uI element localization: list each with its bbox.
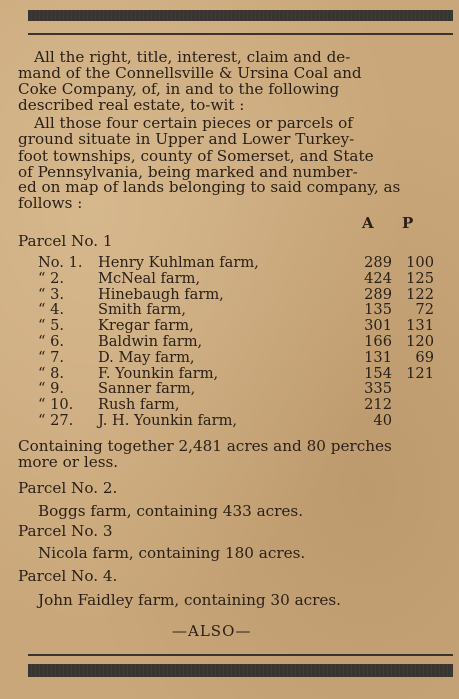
parcel-4-heading: Parcel No. 4. <box>18 567 118 585</box>
table-row <box>38 286 438 301</box>
acres-value: 335 <box>364 380 392 398</box>
intro-line-4: described real estate, to-wit : <box>18 96 245 114</box>
parcel-2-heading: Parcel No. 2. <box>18 479 118 497</box>
acres-value: 289 <box>364 254 392 271</box>
farm-name: Hinebaugh farm, <box>98 285 224 303</box>
parcel-4-text: John Faidley farm, containing 30 acres. <box>38 591 342 609</box>
parcel-3-heading: Parcel No. 3 <box>18 522 113 540</box>
table-row <box>38 317 438 335</box>
perches-value: 72 <box>415 301 434 319</box>
top-rule-thin <box>28 33 453 35</box>
parcel-number: “ 4. <box>38 301 65 319</box>
acres-value: 301 <box>364 317 392 335</box>
parcel-3-text: Nicola farm, containing 180 acres. <box>38 544 306 562</box>
bottom-rule <box>28 664 453 677</box>
table-row <box>38 380 438 398</box>
bottom-rule-thin <box>28 654 453 656</box>
description-line-3: foot townships, county of Somerset, and State <box>18 147 374 165</box>
acres-value: 135 <box>364 301 392 319</box>
perches-value: 120 <box>406 333 434 350</box>
farm-name: J. H. Younkin farm, <box>98 412 238 429</box>
perches-value: 125 <box>406 269 434 287</box>
parcel-number: “ 27. <box>38 412 74 429</box>
farm-name: F. Younkin farm, <box>98 364 219 382</box>
parcel-number: “ 6. <box>38 333 65 350</box>
description-line-2: ground situate in Upper and Lower Turkey- <box>18 130 355 148</box>
also-footer: —ALSO— <box>172 622 252 640</box>
farm-name: Kregar farm, <box>98 317 194 335</box>
intro-line-2: mand of the Connellsville & Ursina Coal and <box>18 64 362 82</box>
table-row <box>38 301 438 319</box>
farm-name: Smith farm, <box>98 301 186 319</box>
description-line-5: ed on map of lands belonging to said company, as follows : <box>18 178 401 212</box>
acres-value: 40 <box>373 412 392 429</box>
farm-name: Sanner farm, <box>98 380 196 398</box>
farm-name: D. May farm, <box>98 348 195 366</box>
column-header-acres: A <box>362 214 374 232</box>
farm-name: McNeal farm, <box>98 269 201 287</box>
farm-name: Henry Kuhlman farm, <box>98 254 259 271</box>
acres-value: 166 <box>364 333 392 350</box>
description-line-1: All those four certain pieces or parcels of <box>34 114 353 132</box>
parcel-1-total-cont: more or less. <box>18 453 119 471</box>
intro-line-1: All the right, title, interest, claim and de- <box>34 48 351 66</box>
table-row <box>38 365 438 380</box>
perches-value: 121 <box>406 364 434 382</box>
table-row <box>38 349 438 364</box>
description-line-4: of Pennsylvania, being marked and number- <box>18 163 358 181</box>
table-row <box>38 270 438 285</box>
column-header-perches: P <box>402 214 414 232</box>
acres-value: 154 <box>364 364 392 382</box>
parcel-number: “ 8. <box>38 364 65 382</box>
farm-name: Baldwin farm, <box>98 333 203 350</box>
top-rule <box>28 10 453 21</box>
perches-value: 69 <box>415 348 434 366</box>
table-row <box>38 396 438 414</box>
acres-value: 424 <box>364 269 392 287</box>
intro-line-3: Coke Company, of, in and to the following <box>18 80 340 98</box>
table-row <box>38 254 438 269</box>
acres-value: 131 <box>364 348 392 366</box>
parcel-2-text: Boggs farm, containing 433 acres. <box>38 502 304 520</box>
table-row <box>38 412 438 427</box>
table-row <box>38 333 438 348</box>
perches-value: 131 <box>406 317 434 335</box>
acres-value: 289 <box>364 285 392 303</box>
parcel-number: “ 9. <box>38 380 65 398</box>
parcel-number: “ 5. <box>38 317 65 335</box>
perches-value: 100 <box>406 254 434 271</box>
parcel-number: “ 10. <box>38 396 74 414</box>
parcel-number: No. 1. <box>38 254 83 271</box>
perches-value: 122 <box>406 285 434 303</box>
parcel-number: “ 2. <box>38 269 65 287</box>
acres-value: 212 <box>364 396 392 414</box>
farm-name: Rush farm, <box>98 396 180 414</box>
parcel-number: “ 7. <box>38 348 65 366</box>
parcel-1-total: Containing together 2,481 acres and 80 perches <box>18 437 392 455</box>
parcel-1-heading: Parcel No. 1 <box>18 232 113 250</box>
parcel-number: “ 3. <box>38 285 65 303</box>
